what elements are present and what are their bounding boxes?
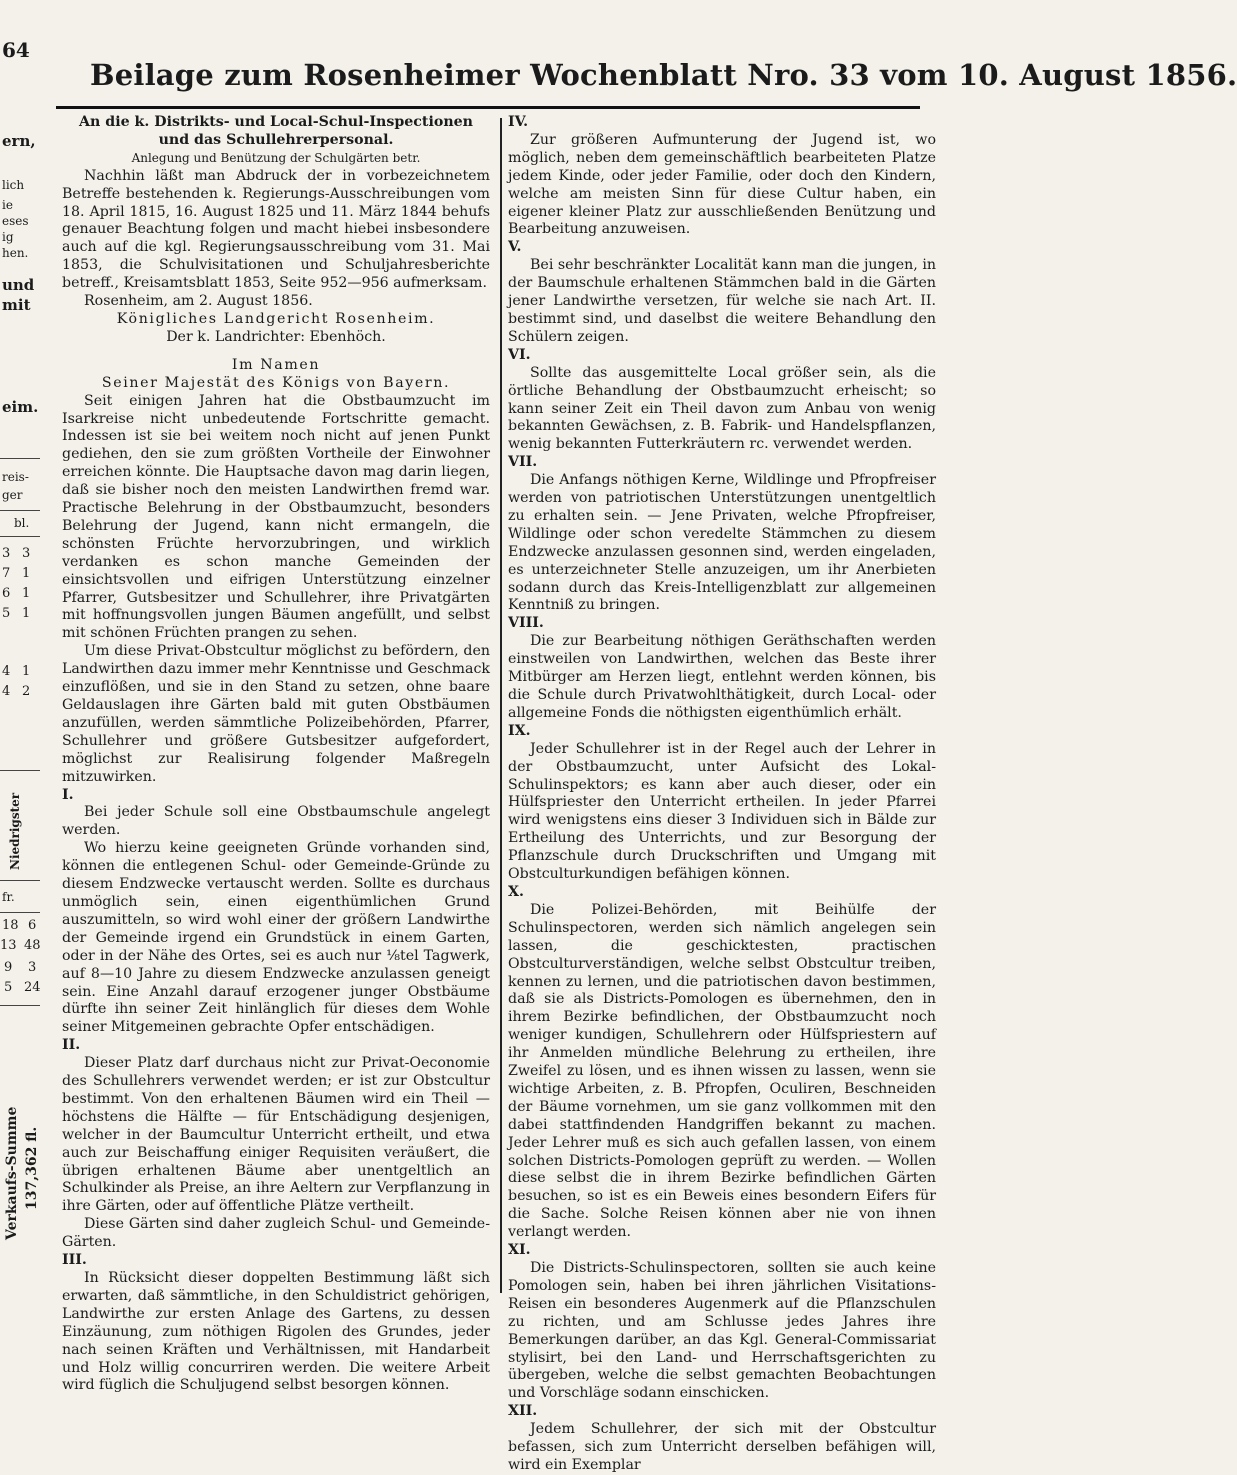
margin-fragment: hen. <box>2 246 29 260</box>
notice-subject: Anlegung und Benützung der Schulgärten betr. <box>131 150 421 165</box>
margin-cell: 48 <box>24 938 41 953</box>
place-date: Rosenheim, am 2. August 1856. <box>84 293 313 310</box>
section-number: VIII. <box>508 615 544 632</box>
margin-cell: 1 <box>22 606 31 621</box>
paragraph: Jeder Schullehrer ist in der Regel auch der Lehrer in der Obstbaumzucht, unter Aufsicht des Lokal-Schulinspektors; es kann aber auch dieser, oder ein Hülfspriester den Unterricht ertheilen. In jeder Pfarrei wird wenigstens eins dieser 3 Individuen sich in Bälde zur Ertheilung des Unterrichts, und zur Besorgung der Pflanzschule durch Druckschriften und Umgang mit Obstculturkundigen befähigen können. <box>508 740 936 883</box>
margin-fragment: und <box>2 276 35 294</box>
margin-rule <box>0 880 40 881</box>
margin-fragment: fr. <box>2 890 15 904</box>
court-name: Königliches Landgericht Rosenheim. <box>116 310 436 327</box>
margin-cell: 9 <box>4 960 13 975</box>
paragraph: Bei jeder Schule soll eine Obstbaumschule angelegt werden. <box>62 804 490 839</box>
margin-vertical-label: Verkaufs-Summe <box>4 1106 20 1240</box>
margin-vertical-label: Niedrigster <box>8 792 22 870</box>
margin-cell: 4 <box>2 684 11 699</box>
margin-cell: 18 <box>2 918 19 933</box>
margin-cell: 5 <box>4 980 13 995</box>
margin-cell: 3 <box>2 546 11 561</box>
notice-address: An die k. Distrikts- und Local-Schul-Inspectionen und das Schullehrerpersonal. <box>79 114 473 148</box>
heading-majesty: Seiner Majestät des Königs von Bayern. <box>101 374 451 391</box>
margin-fragment: ern, <box>2 132 36 150</box>
margin-fragment: mit <box>2 296 31 314</box>
section-number: I. <box>62 786 74 803</box>
column-divider <box>500 118 502 1293</box>
paragraph: Die Districts-Schulinspectoren, sollten sie auch keine Pomologen sein, haben bei ihren jährlichen Visitations-Reisen ein besonderes Augenmerk auf die Pflanzschulen zu richten, und am Schlusse jedes Jahres ihre Bemerkungen darüber, an das Kgl. General-Commissariat stylisirt, bei den Land- und Herrschaftsgerichten zu übergeben, welche die selbst gemachten Beobachtungen und Vorschläge sodann einschicken. <box>508 1260 936 1402</box>
margin-cell: 2 <box>22 684 31 699</box>
margin-fragment: lich <box>2 178 25 192</box>
margin-fragment: ger <box>2 488 23 502</box>
paragraph: Jedem Schullehrer, der sich mit der Obstcultur befassen, sich zum Unterricht derselben befähigen will, wird ein Exemplar <box>508 1421 936 1473</box>
margin-cell: 1 <box>22 566 31 581</box>
paragraph: Zur größeren Aufmunterung der Jugend ist, wo möglich, neben dem gemeinschäftlich bearbeiteten Platze jedem Kinde, oder jeder Familie, oder doch den Kindern, welche am meisten Sinn für diese Cultur haben, ein eigener kleiner Platz zur ausschließenden Benützung und Bearbeitung anzuweisen. <box>508 131 936 238</box>
page-number: 64 <box>2 38 30 62</box>
section-number: III. <box>62 1252 87 1269</box>
previous-page-margin <box>0 0 44 1351</box>
margin-rule <box>0 536 40 537</box>
margin-rule <box>0 912 40 913</box>
section-number: IV. <box>508 114 529 130</box>
page-header-title: Beilage zum Rosenheimer Wochenblatt Nro. 33 vom 10. August 1856. <box>90 58 1237 92</box>
margin-rule <box>0 770 40 771</box>
section-number: XII. <box>508 1403 538 1420</box>
margin-cell: 1 <box>22 586 31 601</box>
section-number: VII. <box>508 454 538 471</box>
right-column <box>508 114 936 1475</box>
margin-cell: 6 <box>2 586 11 601</box>
margin-cell: 13 <box>0 938 17 953</box>
margin-cell: 24 <box>24 980 41 995</box>
margin-fragment: ie <box>2 198 13 212</box>
section-number: V. <box>508 239 522 256</box>
paragraph: Um diese Privat-Obstcultur möglichst zu befördern, den Landwirthen dazu immer mehr Kenntnisse und Geschmack einzuflößen, und sie in den Stand zu setzen, ohne baare Geldauslagen ihre Gärten bald mit guten Obstbäumen anzufüllen, werden sämmtliche Polizeibehörden, Pfarrer, Schullehrer und größere Gutsbesitzer aufgefordert, möglichst zur Realisirung folgender Maßregeln mitzuwirken. <box>62 643 490 785</box>
paragraph: Nachhin läßt man Abdruck der in vorbezeichnetem Betreffe bestehenden k. Regierungs-Ausschreibungen vom 18. April 1815, 16. August 1825 und 11. März 1844 behufs genauer Beachtung folgen und macht hiebei insbesondere auch auf die kgl. Regierungsausschreibung vom 31. Mai 1853, die Schulvisitationen und Schuljahresberichte betreff., Kreisamtsblatt 1853, Seite 952—956 aufmerksam. <box>62 167 490 292</box>
margin-rule <box>0 1005 40 1006</box>
paragraph: Bei sehr beschränkter Localität kann man die jungen, in der Baumschule erhaltenen Stämmchen bald in die Gärten jener Landwirthe versetzen, für welche sie nach Art. II. bestimmt sind, und daselbst die weitere Behandlung den Schülern zeigen. <box>508 257 936 345</box>
margin-cell: 1 <box>22 664 31 679</box>
section-number: IX. <box>508 722 531 739</box>
paragraph: Die Anfangs nöthigen Kerne, Wildlinge und Pfropfreiser werden von patriotischen Unterstützungen unentgeltlich zu erhalten sein. — Jene Privaten, welche Pfropfreiser, Wildlinge oder schon veredelte Stämmchen zu diesem Endzwecke anzulassen gesonnen sind, werden eingeladen, es unterzeichneter Stelle anzuzeigen, um ihr Anerbieten sodann durch das Kreis-Intelligenzblatt zur allgemeinen Kenntniß zu bringen. <box>508 472 936 614</box>
paragraph: Diese Gärten sind daher zugleich Schul- und Gemeinde-Gärten. <box>62 1216 490 1251</box>
heading-im-namen: Im Namen <box>231 356 321 373</box>
section-number: XI. <box>508 1242 531 1259</box>
paragraph: Die Polizei-Behörden, mit Beihülfe der Schulinspectoren, werden sich nämlich angelegen sein lassen, die geschicktesten, practischen Obstculturverständigen, welche selbst Obstcultur treiben, kennen zu lernen, und die patriotischen davon bestimmen, daß sie als Districts-Pomologen es übernehmen, den in ihrem Bezirke befindlichen, der Obstbaumzucht noch weniger kundigen, Schullehrern oder Hülfspriestern auf ihr Anmelden mündliche Belehrung zu ertheilen, ihre Zweifel zu lösen, und es ihnen wissen zu lassen, wenn sie wichtige Arbeiten, z. B. Pfropfen, Oculiren, Beschneiden der Bäume vornehmen, um sie ganz vollkommen mit den dabei stattfindenden Handgriffen bekannt zu machen. Jeder Lehrer muß es sich auch gefallen lassen, von einem solchen Districts-Pomologen geprüft zu werden. — Wollen diese selbst die in ihrem Bezirke befindlichen Gärten besuchen, so ist es ein Beweis eines besondern Eifers für die Sache. Solche Reisen können aber nie von ihnen verlangt werden. <box>508 901 936 1241</box>
margin-fragment: eim. <box>2 398 39 416</box>
margin-fragment: ig <box>2 230 14 244</box>
judge-signature: Der k. Landrichter: Ebenhöch. <box>166 328 386 345</box>
paragraph: Dieser Platz darf durchaus nicht zur Privat-Oeconomie des Schullehrers verwendet werden; er ist zur Obstcultur bestimmt. Von den erhaltenen Bäumen wird ein Theil — höchstens die Hälfte — für Entschädigung desjenigen, welcher in der Baumcultur Unterricht ertheilt, und etwa auch zur Beischaffung einiger Requisiten veräußert, die übrigen erhaltenen Bäume aber unentgeltlich an Schulkinder als Preise, an ihre Aeltern zur Verpflanzung in ihre Gärten, oder auf öffentliche Plätze vertheilt. <box>62 1055 490 1215</box>
section-number: II. <box>62 1037 81 1054</box>
header-rule <box>56 106 920 109</box>
paragraph: Seit einigen Jahren hat die Obstbaumzucht im Isarkreise nicht unbedeutende Fortschritte gemacht. Indessen ist sie bei weitem noch nicht auf jenen Punkt gediehen, den sie zum größten Vortheile der Einwohner erreichen könnte. Die Hauptsache davon mag darin liegen, daß sie bisher noch den meisten Landwirthen fremd war. Practische Belehrung in der Obstbaumzucht, besonders Belehrung der Jugend, kann nicht ermangeln, die schönsten Früchte hervorzubringen, und wirklich verdanken es schon manche Gemeinden der einsichtsvollen und eifrigen Unterstützung einzelner Pfarrer, Gutsbesitzer und Schullehrer, ihre Privatgärten mit hoffnungsvollen jungen Bäumen angefüllt, und selbst mit schönen Früchten prangen zu sehen. <box>62 392 490 642</box>
paragraph: Wo hierzu keine geeigneten Gründe vorhanden sind, können die entlegenen Schul- oder Gemeinde-Gründe zu diesem Endzwecke vertauscht werden. Sollte es durchaus unmöglich sein, einen eigenthümlichen Grund auszumitteln, so wird wohl einer der größern Landwirthe der Gemeinde irgend ein Grundstück in einem Garten, oder in der Nähe des Ortes, sei es auch nur ⅛tel Tagwerk, auf 8—10 Jahre zu diesem Endzwecke anzulassen geneigt sein. Eine Anzahl darauf erzogener junger Obstbäume dürfte ihn seiner Zeit hinlänglich für dieses dem Wohle seiner Mitgemeinen gebrachte Opfer entschädigen. <box>62 840 490 1036</box>
margin-rule <box>0 510 40 511</box>
margin-cell: 6 <box>28 918 37 933</box>
paragraph: Die zur Bearbeitung nöthigen Geräthschaften werden einstweilen von Landwirthen, welchen das Beste ihrer Mitbürger am Herzen liegt, entlehnt werden können, bis die Schule durch Privatwohlthätigkeit, durch Local- oder allgemeine Fonds die nöthigsten eigenthümlich erhält. <box>508 633 936 721</box>
margin-cell: 3 <box>28 960 37 975</box>
margin-vertical-label: 137,362 fl. <box>24 1126 40 1210</box>
margin-cell: 3 <box>22 546 31 561</box>
margin-cell: 5 <box>2 606 11 621</box>
margin-fragment: bl. <box>14 516 30 530</box>
paragraph: Sollte das ausgemittelte Local größer sein, als die örtliche Behandlung der Obstbaumzucht erheischt; so kann seiner Zeit ein Theil davon zum Anbau von wenig bekannten Gewächsen, z. B. Fabrik- und Handelspflanzen, wenig bekannten Futterkräutern rc. verwendet werden. <box>508 364 936 453</box>
left-column <box>62 114 490 1395</box>
margin-fragment: eses <box>2 214 29 228</box>
margin-rule <box>0 458 40 459</box>
margin-cell: 4 <box>2 664 11 679</box>
margin-cell: 7 <box>2 566 11 581</box>
section-number: VI. <box>508 346 531 363</box>
section-number: X. <box>508 883 524 900</box>
paragraph: In Rücksicht dieser doppelten Bestimmung läßt sich erwarten, daß sämmtliche, in den Schuldistrict gehörigen, Landwirthe zur ersten Anlage des Gartens, zu dessen Einzäunung, zum nöthigen Rigolen des Grundes, jeder nach seinen Kräften und Verhältnissen, mit Handarbeit und Holz willig concurriren werden. Die weitere Arbeit wird füglich die Schuljugend selbst besorgen können. <box>62 1270 490 1394</box>
margin-fragment: reis- <box>2 470 29 484</box>
